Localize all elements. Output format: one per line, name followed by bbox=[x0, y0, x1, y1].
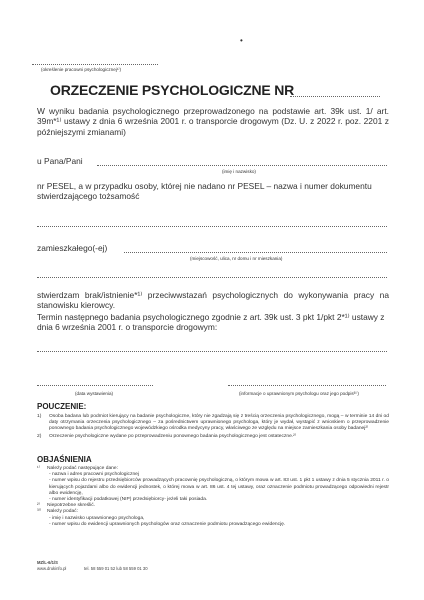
signature-caption: (informacje o uprawnionym psychologu oraz jego podpis³⁾⁾) bbox=[239, 391, 359, 396]
footer-phone: tel. 58 559 01 52 lub 58 559 01 30 bbox=[84, 566, 148, 571]
date-line[interactable] bbox=[37, 385, 153, 386]
intro-paragraph: W wyniku badania psychologicznego przeprowadzonego na podstawie art. 39k ust. 1/ art. 39m*¹⁾ ustawy z dnia 6 września 2001 r. o transporcie drogowym (Dz. U. z 2022 r. poz. 2201 z późniejszymi zmianami) bbox=[37, 106, 389, 137]
objasnienia-item: - numer wpisu do rejestru przedsiębiorców prowadzących pracownię psychologiczną, o którym mowa w art. 83 ust. 1 pkt 1 ustawy z dnia 5 stycznia 2011 r. o kierujących pojazdami albo do ewidencji jednostek, o której mowa w art. 86 ust. 4 tej ustawy, oraz oznaczenie podmiotu prowadzącego odpowiedni rejestr albo ewidencję, bbox=[49, 478, 389, 496]
objasnienia-item: ¹⁾ Należy podać następujące dane: bbox=[37, 466, 118, 471]
address-line[interactable] bbox=[124, 252, 387, 253]
address-line-2[interactable] bbox=[37, 277, 387, 278]
objasnienia-heading: OBJAŚNIENIA bbox=[37, 455, 92, 464]
signature-line[interactable] bbox=[228, 385, 386, 386]
pesel-label: nr PESEL, a w przypadku osoby, której nie nadano nr PESEL – nazwa i numer dokumentu stwierdzającego tożsamość bbox=[37, 181, 372, 202]
objasnienia-item: - imię i nazwisko uprawnionego psychologa, bbox=[49, 515, 145, 521]
psychologist-field-line[interactable] bbox=[32, 64, 158, 65]
pouczenie-item: 1) Osoba badana lub podmiot kierujący na badanie psychologiczne, który nie zgadzają się z treścią orzeczenia psychologicznego, mogą – w terminie 14 dni od daty otrzymania orzeczenia psychologicznego – za pośrednictwem uprawnionego psychologa, który je wydał, wystąpić z wnioskiem o przeprowadzenie ponownego badania psychologicznego wojewódzkiego ośrodka medycyny pracy, właściwego ze względu na miejsce zamieszkania osoby badanej²⁾ bbox=[37, 414, 389, 432]
objasnienia-list bbox=[37, 466, 389, 528]
pouczenie-heading: POUCZENIE: bbox=[37, 402, 87, 411]
objasnienia-item: - numer wpisu do ewidencji uprawnionych psychologów oraz oznaczenie podmiotu prowadzącego ewidencję. bbox=[49, 521, 286, 527]
scan-dot: • bbox=[240, 36, 243, 45]
objasnienia-item: ³⁾⁾ Należy podać: bbox=[37, 509, 78, 515]
objasnienia-item: ²⁾ Niepotrzebne skreślić. bbox=[37, 503, 96, 509]
form-code: MZ/L-6/1/S bbox=[37, 560, 58, 565]
document-title: ORZECZENIE PSYCHOLOGICZNE NR bbox=[50, 82, 295, 98]
pesel-line[interactable] bbox=[37, 226, 387, 227]
person-label: u Pana/Pani bbox=[37, 156, 83, 166]
address-caption: (miejscowość, ulica, nr domu i nr mieszkania) bbox=[190, 256, 283, 261]
pouczenie-item: 2) Orzeczenie psychologiczne wydane po przeprowadzeniu ponownego badania psychologicznego jest ostateczne.²⁾ bbox=[37, 433, 296, 439]
objasnienia-item: - numer identyfikacji podatkowej (NIP) przedsiębiorcy- jeżeli taki posiada. bbox=[49, 497, 208, 503]
next-exam-paragraph: Termin następnego badania psychologicznego zgodnie z art. 39k ust. 3 pkt 1/pkt 2*¹⁾ ustawy z dnia 6 września 2001 r. o transporcie drogowym: bbox=[37, 312, 385, 333]
date-caption: (data wystawienia) bbox=[75, 391, 114, 396]
document-number-line[interactable] bbox=[290, 96, 380, 97]
footer-website: www.drukinfo.pl bbox=[37, 566, 67, 571]
pouczenie-list bbox=[37, 414, 389, 440]
next-exam-line[interactable] bbox=[37, 351, 387, 352]
person-caption: (imię i nazwisko) bbox=[222, 169, 256, 174]
address-label: zamieszkałego(-ej) bbox=[37, 243, 108, 253]
person-name-line[interactable] bbox=[97, 165, 387, 166]
statement-paragraph: stwierdzam brak/istnienie*¹⁾ przeciwwstazań psychologicznych do wykonywania pracy na stanowisku kierowcy. bbox=[37, 290, 389, 311]
objasnienia-item: - nazwa i adres pracowni psychologicznej bbox=[49, 472, 139, 478]
psychologist-caption: (określenie pracowni psychologicznej¹⁾) bbox=[41, 67, 122, 72]
